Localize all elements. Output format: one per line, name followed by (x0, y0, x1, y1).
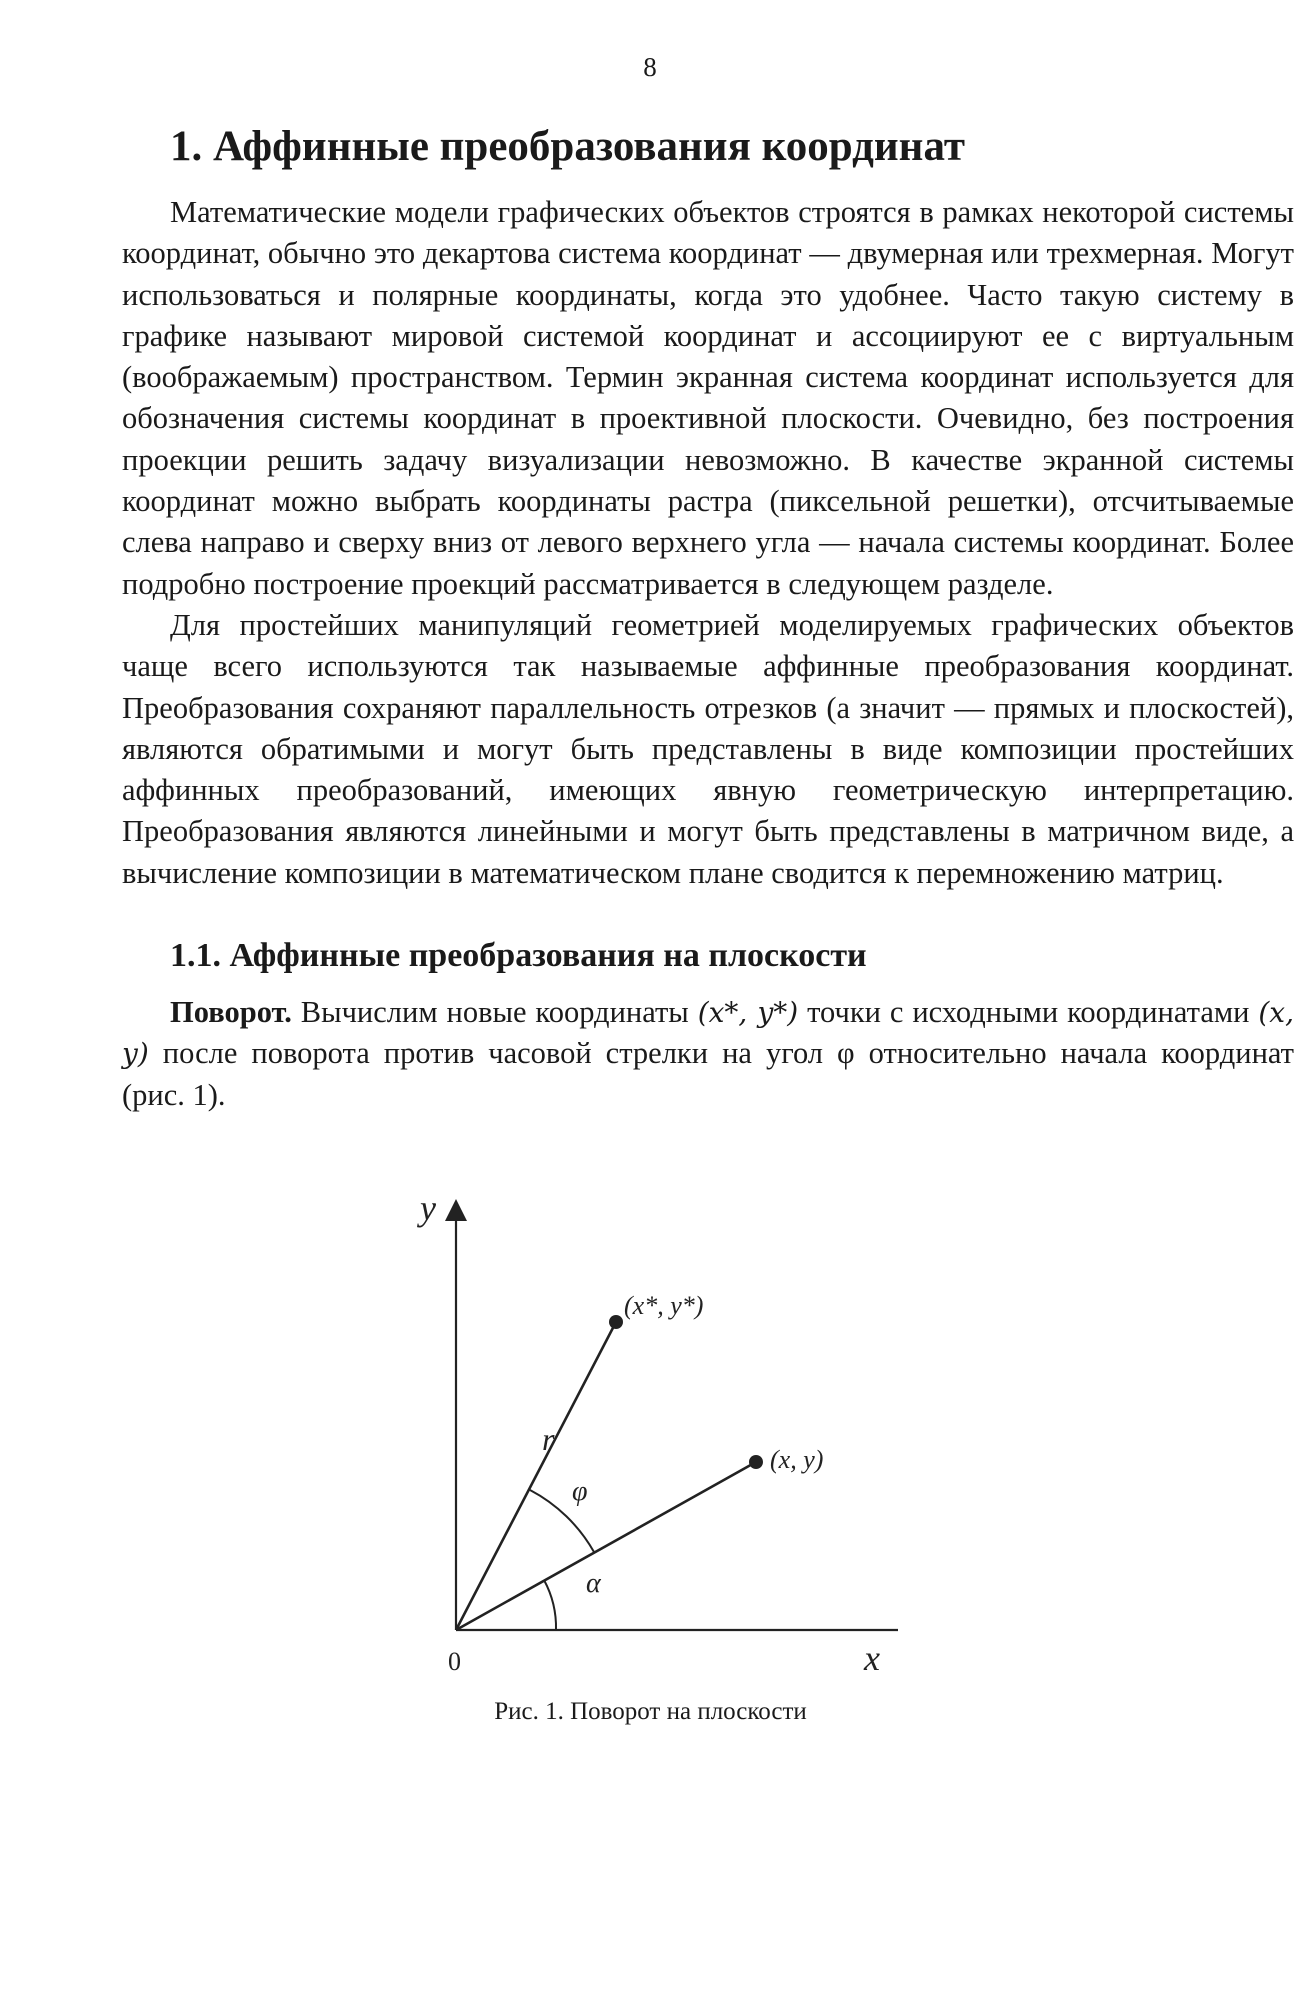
rotated-point (609, 1315, 623, 1329)
paragraph-affine-intro: Для простейших манипуляций геометрией моделируемых графических объектов чаще всего используются так называемые аффинные преобразования координат. Преобразования сохраняют параллельность отрезков (а значит — прямых и плоскостей), являются обратимыми и могут быть представлены в виде композиции простейших аффинных преобразований, имеющих явную геометрическую интерпретацию. Преобразования являются линейными и могут быть представлены в матричном виде, а вычисление композиции в математическом плане сводится к перемножению матриц. (122, 607, 1294, 890)
origin-label: 0 (448, 1647, 461, 1676)
rotation-text-2: точки с исходными координатами (798, 995, 1259, 1030)
rotation-figure (380, 1188, 900, 1678)
original-point-label: (x, y) (770, 1445, 824, 1474)
section-title: 1.1. Аффинные преобразования на плоскости (170, 937, 867, 975)
x-axis-label: x (864, 1638, 880, 1678)
rotation-diagram (380, 1188, 900, 1678)
original-coords-math: (x, y) (122, 996, 1294, 1071)
alpha-angle-arc (544, 1580, 556, 1630)
original-point (749, 1455, 763, 1469)
figure-caption: Рис. 1. Поворот на плоскости (494, 1698, 807, 1725)
radius-label: r (542, 1421, 555, 1457)
rotated-coords-math: (x*, y*) (697, 996, 799, 1030)
rotated-point-label: (x*, y*) (624, 1291, 704, 1320)
phi-label: φ (572, 1476, 588, 1507)
paragraph-coordinate-systems: Математические модели графических объектов строятся в рамках некоторой системы координат, обычно это декартова система координат — двумерная или трехмерная. Могут использоваться и полярные координаты, когда это удобнее. Часто такую систему в графике называют мировой системой координат и ассоциируют ее с виртуальным (воображаемым) пространством. Термин экранная система координат используется для обозначения системы координат в проективной плоскости. Очевидно, без построения проекции решить задачу визуализации невозможно. В качестве экранной системы координат можно выбрать координаты растра (пиксельной решетки), отсчитываемые слева направо и сверху вниз от левого верхнего угла — начала системы координат. Более подробно построение проекций рассматривается в следующем разделе. (122, 195, 1294, 601)
page-number: 8 (643, 52, 658, 82)
chapter-title: 1. Аффинные преобразования координат (170, 123, 965, 170)
rotation-lead: Поворот. (170, 995, 292, 1030)
rotation-text-3: после поворота против часовой стрелки на угол φ относительно начала координат (рис. 1). (122, 1036, 1294, 1112)
page-content (122, 120, 1294, 1116)
rotation-text-1: Вычислим новые координаты (291, 995, 698, 1030)
y-axis-label: y (420, 1188, 436, 1228)
alpha-label: α (586, 1568, 601, 1599)
paragraph-rotation (122, 992, 1294, 1116)
